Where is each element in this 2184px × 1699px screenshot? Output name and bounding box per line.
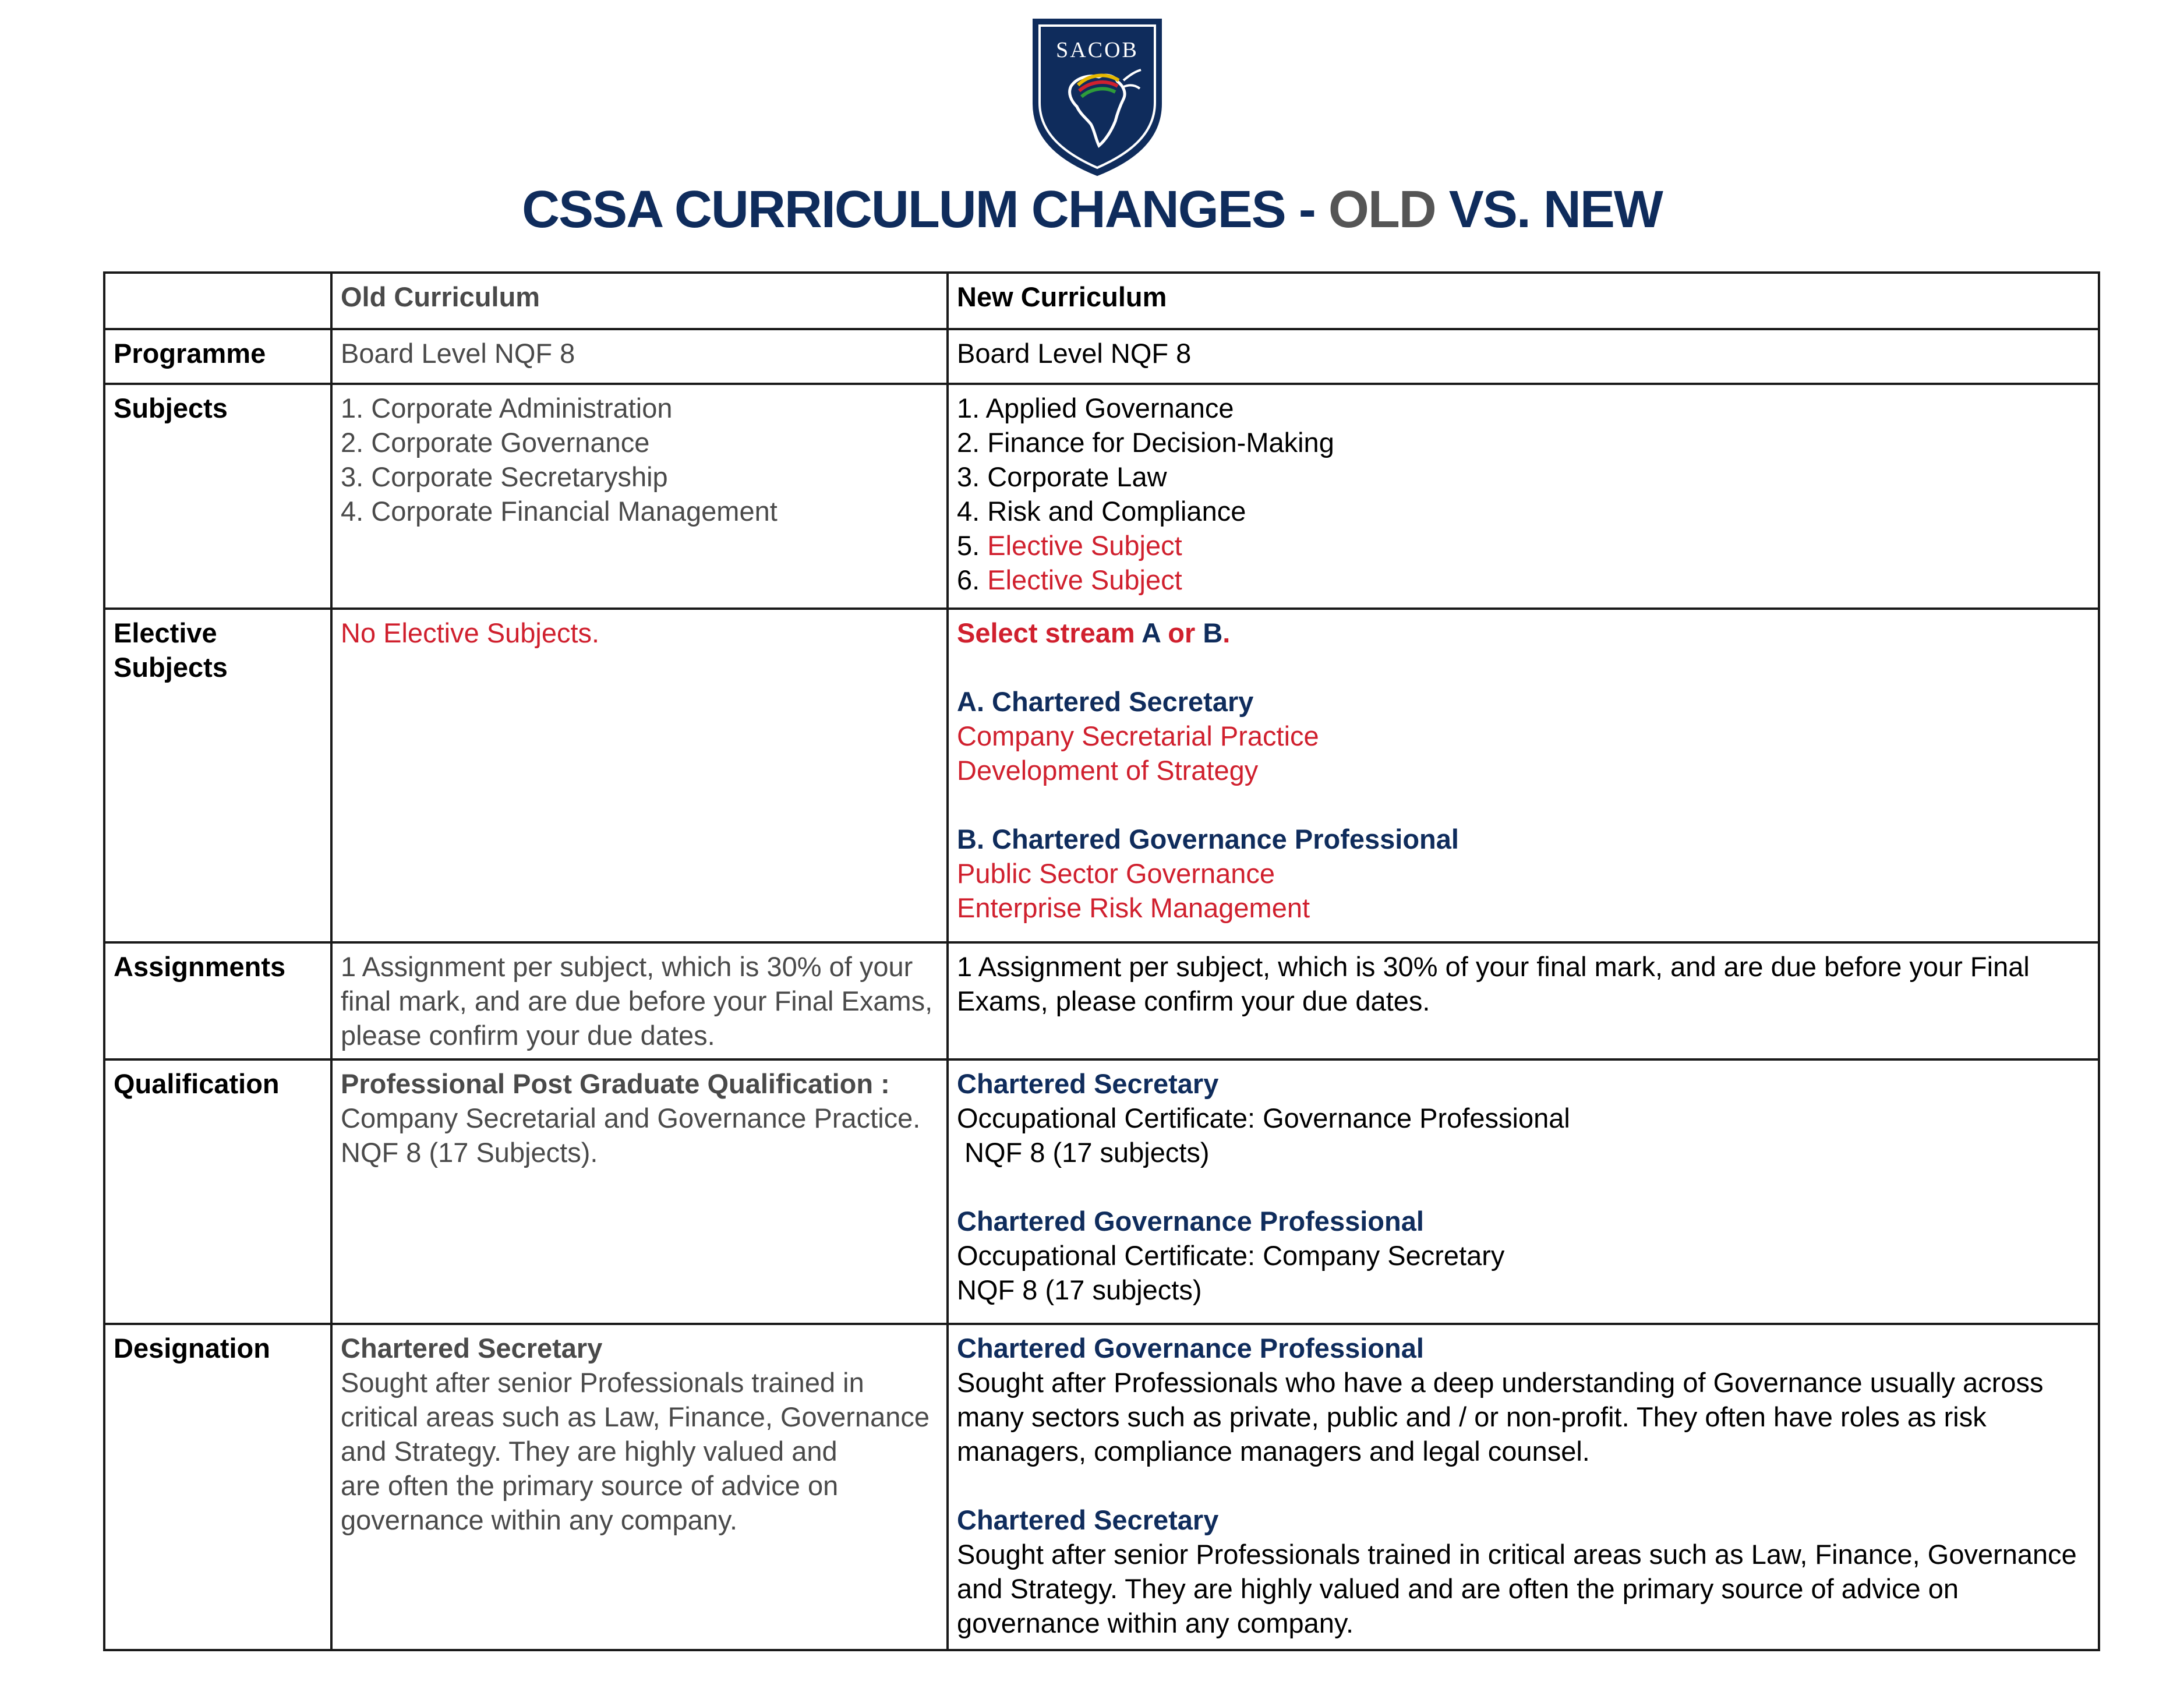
qualification-new-a-title: Chartered Secretary (957, 1068, 1219, 1099)
stream-a-title: A. Chartered Secretary (957, 686, 1254, 717)
list-item: Enterprise Risk Management (957, 892, 1310, 923)
list-item (957, 563, 2090, 597)
electives-label (104, 609, 331, 942)
text-line: NQF 8 (17 Subjects). (341, 1137, 598, 1168)
list-item: Public Sector Governance (957, 858, 1275, 889)
text-line: 1 Assignment per subject, which is 30% of your final mark, and are due before your Final (957, 951, 2030, 982)
text-line: Company Secretarial and Governance Practice. (341, 1103, 921, 1133)
text-line: final mark, and are due before your Final Exams, (341, 986, 933, 1016)
text-line: Sought after senior Professionals trained in (341, 1367, 864, 1398)
qualification-new-b-title: Chartered Governance Professional (957, 1206, 1424, 1237)
text-line: governance within any company. (341, 1504, 738, 1535)
assignments-new (948, 942, 2099, 1059)
designation-old (331, 1324, 948, 1650)
text-line: 1 Assignment per subject, which is 30% of your (341, 951, 913, 982)
electives-label-line: Elective (114, 617, 217, 648)
programme-row (104, 329, 2099, 384)
electives-old: No Elective Subjects. (331, 609, 948, 942)
logo-text: SACOB (1056, 38, 1139, 62)
sacob-shield-icon (1030, 16, 1164, 177)
text-line: and Strategy. They are highly valued and (341, 1436, 837, 1467)
sacob-logo (1030, 16, 1164, 177)
text-line: governance within any company. (957, 1608, 1354, 1638)
title-old: OLD (1328, 181, 1436, 239)
list-item: 3. Corporate Law (957, 461, 1167, 492)
designation-new (948, 1324, 2099, 1650)
text-line: managers, compliance managers and legal counsel. (957, 1436, 1590, 1467)
list-item (957, 528, 2090, 563)
programme-old: Board Level NQF 8 (331, 329, 948, 384)
list-item: Company Secretarial Practice (957, 720, 1319, 751)
title-part2: VS. NEW (1435, 181, 1662, 239)
text-line: and Strategy. They are highly valued and are often the primary source of advice on (957, 1573, 1959, 1604)
designation-label: Designation (104, 1324, 331, 1650)
text-line: Sought after senior Professionals trained in critical areas such as Law, Finance, Governance (957, 1539, 2077, 1570)
elective-subject: Elective Subject (987, 530, 1182, 561)
elective-number: 6. (957, 564, 988, 595)
select-stream-text (957, 616, 2090, 650)
programme-new: Board Level NQF 8 (948, 329, 2099, 384)
list-item: 1. Applied Governance (957, 393, 1234, 423)
assignments-old (331, 942, 948, 1059)
subjects-row (104, 384, 2099, 609)
designation-new-a-title: Chartered Governance Professional (957, 1333, 1424, 1364)
qualification-label: Qualification (104, 1059, 331, 1324)
assignments-row (104, 942, 2099, 1059)
subjects-new (948, 384, 2099, 609)
header-row (104, 273, 2099, 329)
list-item: 2. Finance for Decision-Making (957, 427, 1334, 458)
page-title (0, 175, 2184, 245)
text-line: NQF 8 (17 subjects) (957, 1137, 1210, 1168)
subjects-old (331, 384, 948, 609)
text-line: critical areas such as Law, Finance, Governance (341, 1401, 930, 1432)
stream-b-title: B. Chartered Governance Professional (957, 824, 1459, 854)
qualification-new (948, 1059, 2099, 1324)
designation-old-title: Chartered Secretary (341, 1333, 603, 1364)
select-dot: . (1222, 617, 1231, 648)
list-item: 4. Risk and Compliance (957, 496, 1246, 527)
subjects-label: Subjects (104, 384, 331, 609)
elective-subject: Elective Subject (987, 564, 1182, 595)
stream-b-letter: B (1203, 617, 1223, 648)
designation-new-b-title: Chartered Secretary (957, 1504, 1219, 1535)
stream-a-letter: A (1142, 617, 1161, 648)
qualification-row (104, 1059, 2099, 1324)
assignments-label: Assignments (104, 942, 331, 1059)
qualification-old (331, 1059, 948, 1324)
list-item: 1. Corporate Administration (341, 393, 673, 423)
electives-label-line: Subjects (114, 652, 228, 683)
text-line: Sought after Professionals who have a deep understanding of Governance usually across (957, 1367, 2044, 1398)
header-new-curriculum: New Curriculum (948, 273, 2099, 329)
list-item: 4. Corporate Financial Management (341, 496, 778, 527)
text-line: many sectors such as private, public and / or non-profit. They often have roles as risk (957, 1401, 1987, 1432)
curriculum-table (103, 271, 2100, 1651)
programme-label: Programme (104, 329, 331, 384)
text-line: please confirm your due dates. (341, 1020, 715, 1051)
title-part1: CSSA CURRICULUM CHANGES - (522, 181, 1328, 239)
designation-row (104, 1324, 2099, 1650)
electives-new (948, 609, 2099, 942)
electives-row (104, 609, 2099, 942)
select-stream-label: Select stream (957, 617, 1142, 648)
text-line: NQF 8 (17 subjects) (957, 1274, 1202, 1305)
list-item: Development of Strategy (957, 755, 1259, 786)
list-item: 2. Corporate Governance (341, 427, 650, 458)
qualification-old-title: Professional Post Graduate Qualification : (341, 1068, 890, 1099)
text-line: Occupational Certificate: Company Secretary (957, 1240, 1505, 1271)
text-line: Exams, please confirm your due dates. (957, 986, 1430, 1016)
text-line: are often the primary source of advice on (341, 1470, 839, 1501)
list-item: 3. Corporate Secretaryship (341, 461, 668, 492)
select-or: or (1160, 617, 1203, 648)
text-line: Occupational Certificate: Governance Professional (957, 1103, 1570, 1133)
elective-number: 5. (957, 530, 988, 561)
header-old-curriculum: Old Curriculum (331, 273, 948, 329)
header-empty-cell (104, 273, 331, 329)
